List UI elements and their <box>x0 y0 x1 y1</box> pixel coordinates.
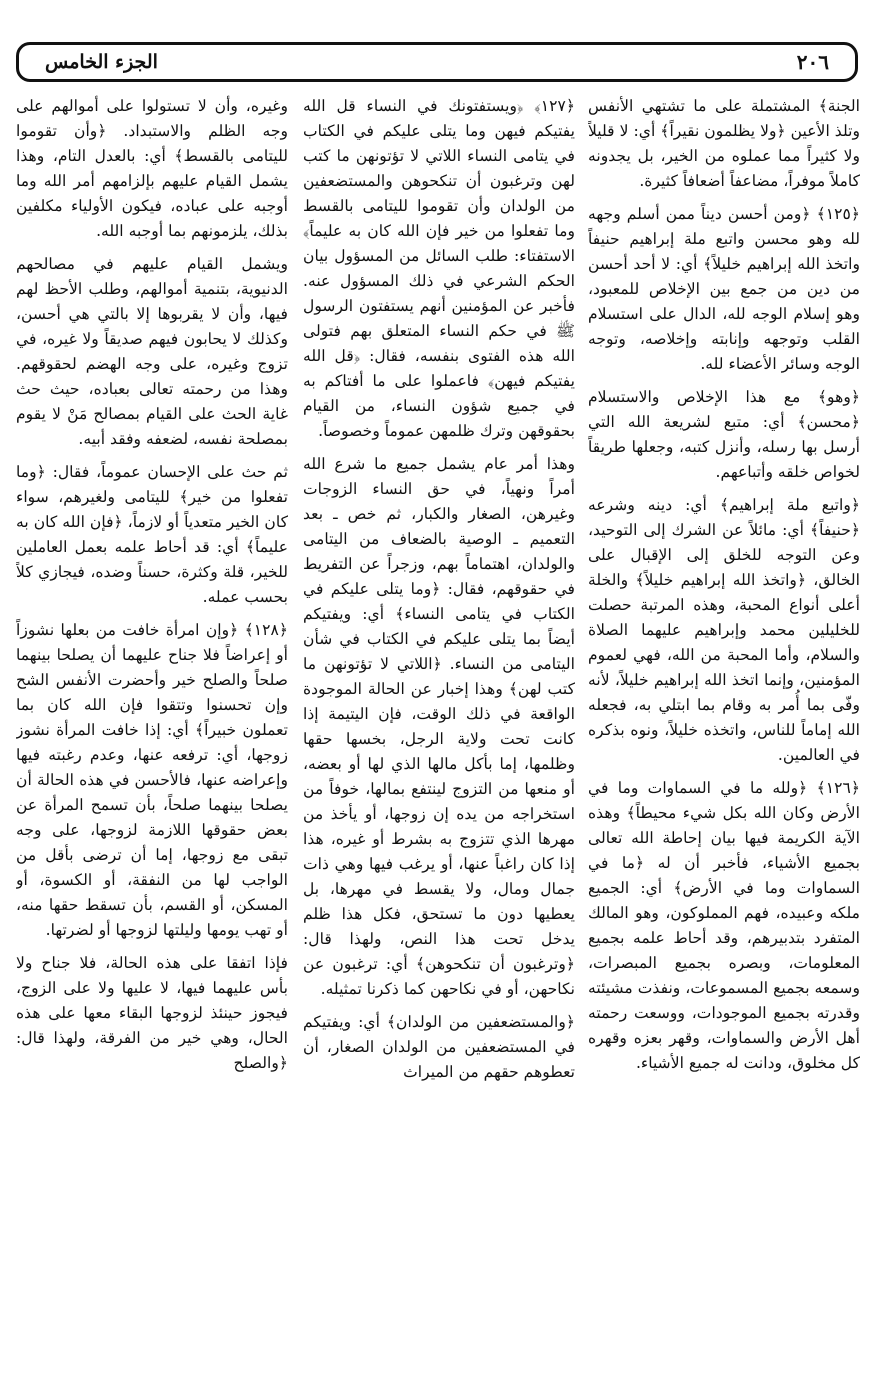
paragraph: ثم حث على الإحسان عموماً، فقال: ﴿وما تفعلوا من خير﴾ لليتامى ولغيرهم، سواء كان الخير متعدياً أو لازماً، ﴿فإن الله كان به عليماً﴾ أي: قد أحاط علمه بعمل العاملين للخير، قلة وكثرة، حسناً وضده، فيجازي كلاً بحسب عمله. <box>16 463 288 606</box>
page-number: ٢٠٦ <box>796 50 829 74</box>
running-header <box>16 42 858 82</box>
paragraph: الجنة﴾ المشتملة على ما تشتهي الأنفس وتلذ الأعين ﴿ولا يظلمون نقيراً﴾ أي: لا قليلاً ولا كثيراً مما عملوه من الخير، بل يجدونه كاملاً موفراً، مضاعفاً أضعافاً كثيرة. <box>588 97 860 190</box>
paragraph: فإذا اتفقا على هذه الحالة، فلا جناح ولا بأس عليهما فيها، لا عليها ولا على الزوج، فيجوز حينئذ لزوجها البقاء معها على هذه الحال، وهي خير من الفرقة، ولهذا قال: ﴿والصلح <box>16 954 288 1072</box>
text-column-right <box>588 94 860 1376</box>
paragraph: ويشمل القيام عليهم في مصالحهم الدنيوية، بتنمية أموالهم، وطلب الأحظ لهم فيها، وأن لا يقربوها إلا بالتي هي أحسن، وكذلك لا يحابون فيهم صديقاً ولا غيره، في تزوج وغيره، على وجه الهضم لحقوقهم. وهذا من رحمته تعالى بعباده، حيث حث غاية الحث على القيام بمصالح مَنْ لا يقوم بمصلحة نفسه، لضعفه وفقد أبيه. <box>16 255 288 448</box>
paragraph: ﴿واتبع ملة إبراهيم﴾ أي: دينه وشرعه ﴿حنيفاً﴾ أي: مائلاً عن الشرك إلى التوحيد، وعن التوجه للخلق إلى الإقبال على الخالق، ﴿واتخذ الله إبراهيم خليلاً﴾ والخلة أعلى أنواع المحبة، وهذه المرتبة حصلت للخليلين محمد وإبراهيم عليهما الصلاة والسلام، وأما المحبة من الله، فهي لعموم المؤمنين، وإنما اتخذ الله إبراهيم خليلاً، لأنه وفّى بما أُمر به وقام بما ابتلي به، فجعله الله إماماً للناس، واتخذه خليلاً، ونوه بذكره في العالمين. <box>588 496 860 764</box>
paragraph: وغيره، وأن لا تستولوا على أموالهم على وجه الظلم والاستبداد. ﴿وأن تقوموا لليتامى بالقسط﴾ أي: بالعدل التام، وهذا يشمل القيام عليهم بإلزامهم أمر الله وما أوجبه على عباده، فيكون الأولياء مكلفين بذلك، يلزمونهم بما أوجبه الله. <box>16 97 288 240</box>
part-title: الجزء الخامس <box>45 51 158 73</box>
paragraph: ﴿١٢٧﴾ ﴿ويستفتونك في النساء قل الله يفتيكم فيهن وما يتلى عليكم في الكتاب في يتامى النساء اللاتي لا تؤتونهن ما كتب لهن وترغبون أن تنكحوهن والمستضعفين من الولدان وأن تقوموا لليتامى بالقسط وما تفعلوا من خير فإن الله كان به عليماً﴾ الاستفتاء: طلب السائل من المسؤول بيان الحكم الشرعي في ذلك المسؤول عنه. فأخبر عن المؤمنين أنهم يستفتون الرسول ﷺ في حكم النساء المتعلق بهم فتولى الله هذه الفتوى بنفسه، فقال: ﴿قل الله يفتيكم فيهن﴾ فاعملوا على ما أفتاكم به في جميع شؤون النساء، من القيام بحقوقهن وترك ظلمهن عموماً وخصوصاً. <box>303 97 575 440</box>
paragraph: وهذا أمر عام يشمل جميع ما شرع الله أمراً ونهياً، في حق النساء الزوجات وغيرهن، الصغار والكبار، ثم خص ـ بعد التعميم ـ الوصية بالضعاف من اليتامى والولدان، اهتماماً بهم، وزجراً عن التفريط في حقوقهم، فقال: ﴿وما يتلى عليكم في الكتاب في يتامى النساء﴾ أي: ويفتيكم أيضاً بما يتلى عليكم في الكتاب في شأن اليتامى من النساء. ﴿اللاتي لا تؤتونهن ما كتب لهن﴾ وهذا إخبار عن الحالة الموجودة الواقعة في ذلك الوقت، فإن اليتيمة إذا كانت تحت ولاية الرجل، بخسها حقها وظلمها، إما بأكل مالها الذي لها أو بعضه، أو منعها من التزوج لينتفع بمالها، خوفاً من استخراجه من يده إن زوجها، أو يأخذ من مهرها الذي تتزوج به بشرط أو غيره، هذا إذا كان راغباً عنها، أو يرغب فيها وهي ذات جمال ومال، ولا يقسط في مهرها، بل يعطيها دون ما تستحق، فكل هذا ظلم يدخل تحت هذا النص، ولهذا قال: ﴿وترغبون أن تنكحوهن﴾ أي: ترغبون عن نكاحهن، أو في نكاحهن كما ذكرنا تمثيله. <box>303 455 575 998</box>
paragraph: ﴿وهو﴾ مع هذا الإخلاص والاستسلام ﴿محسن﴾ أي: متبع لشريعة الله التي أرسل بها رسله، وأنزل كتبه، وجعلها طريقاً لخواص خلقه وأتباعهم. <box>588 388 860 481</box>
paragraph: ﴿١٢٨﴾ ﴿وإن امرأة خافت من بعلها نشوزاً أو إعراضاً فلا جناح عليهما أن يصلحا بينهما صلحاً والصلح خير وأحضرت الأنفس الشح وإن تحسنوا وتتقوا فإن الله كان بما تعملون خبيراً﴾ أي: إذا خافت المرأة نشوز زوجها، أي: ترفعه عنها، وعدم رغبته فيها وإعراضه عنها، فالأحسن في هذه الحالة أن يصلحا بينهما صلحاً، بأن تسمح المرأة عن بعض حقوقها اللازمة لزوجها، على وجه تبقى مع زوجها، إما أن ترضى بأقل من الواجب لها من النفقة، أو الكسوة، أو المسكن، أو القسم، بأن تسقط حقها منه، أو تهب يومها وليلتها لزوجها أو لضرتها. <box>16 621 288 939</box>
paragraph: ﴿١٢٦﴾ ﴿ولله ما في السماوات وما في الأرض وكان الله بكل شيء محيطاً﴾ وهذه الآية الكريمة فيها بيان إحاطة الله تعالى بجميع الأشياء، فأخبر أن له ﴿ما في السماوات وما في الأرض﴾ أي: الجميع ملكه وعبيده، فهم المملوكون، وهو المالك المتفرد بتدبيرهم، وقد أحاط علمه بجميع المعلومات، وبصره بجميع المبصرات، وسمعه بجميع المسموعات، ونفذت مشيئته وقدرته بجميع الموجودات، ووسعت رحمته أهل الأرض والسماوات، وقهر بعزه وقهره كل مخلوق، ودانت له جميع الأشياء. <box>588 779 860 1072</box>
paragraph: ﴿١٢٥﴾ ﴿ومن أحسن ديناً ممن أسلم وجهه لله وهو محسن واتبع ملة إبراهيم حنيفاً واتخذ الله إبراهيم خليلاً﴾ أي: لا أحد أحسن من دين من جمع بين الإخلاص للمعبود، وهو إسلام الوجه لله، الدال على استسلام القلب وتوجهه وإنابته وإخلاصه، وتوجه الوجه وسائر الأعضاء لله. <box>588 205 860 373</box>
text-column-left <box>16 94 288 1376</box>
text-column-middle <box>303 94 575 1376</box>
paragraph: ﴿والمستضعفين من الولدان﴾ أي: ويفتيكم في المستضعفين من الولدان الصغار، أن تعطوهم حقهم من الميراث <box>303 1013 575 1081</box>
